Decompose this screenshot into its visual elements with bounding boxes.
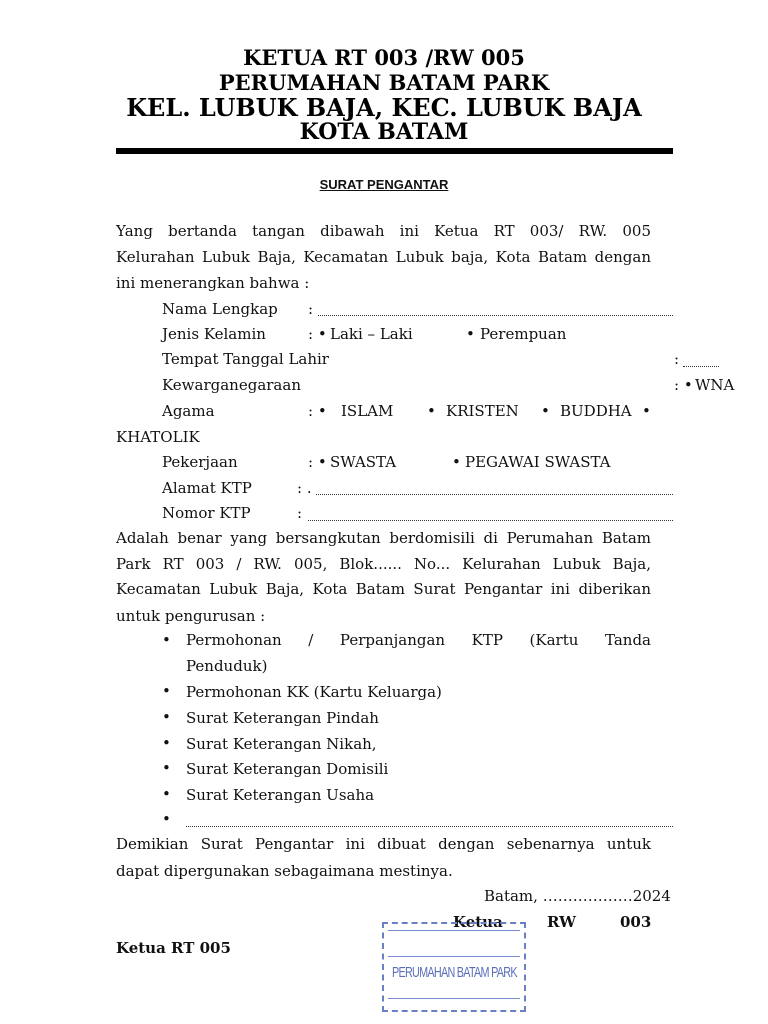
intro-line-3: ini menerangkan bahwa :: [116, 274, 310, 292]
closing-line-2: dapat dipergunakan sebagaimana mestinya.: [116, 862, 453, 880]
bullet: •: [466, 325, 475, 343]
stamp-line: [388, 956, 520, 957]
bullet: •: [452, 453, 461, 471]
intro-line-1: Yang bertanda tangan dibawah ini Ketua RT 003/ RW. 005: [116, 222, 651, 240]
nomor-fill-line[interactable]: [308, 506, 673, 525]
header-line-3: KEL. LUBUK BAJA, KEC. LUBUK BAJA: [126, 93, 642, 122]
body-line-3: Kecamatan Lubuk Baja, Kota Batam Surat Pengantar ini diberikan: [116, 580, 651, 598]
bullet: •: [162, 631, 171, 649]
field-colon: :: [308, 300, 314, 318]
field-label-pekerjaan: Pekerjaan: [162, 453, 238, 471]
stamp: [382, 922, 526, 1012]
stamp-line: [388, 998, 520, 999]
purpose-1-line-2: Penduduk): [186, 657, 268, 675]
bullet: •: [162, 810, 171, 828]
purpose-other-fill-line[interactable]: [186, 812, 673, 831]
field-colon: : .: [297, 479, 312, 497]
body-line-2: Park RT 003 / RW. 005, Blok...... No... Kelurahan Lubuk Baja,: [116, 555, 651, 573]
bullet: •: [162, 682, 171, 700]
agama-option-buddha: BUDDHA: [560, 402, 632, 420]
field-label-alamat: Alamat KTP: [162, 479, 252, 497]
jenis-option-perempuan: Perempuan: [480, 325, 567, 343]
field-label-jenis: Jenis Kelamin: [162, 325, 266, 343]
field-label-ttl: Tempat Tanggal Lahir: [162, 350, 329, 368]
body-line-1: Adalah benar yang bersangkutan berdomisili di Perumahan Batam: [116, 529, 651, 547]
purpose-5: Surat Keterangan Domisili: [186, 760, 389, 778]
signature-rw-label: RW: [547, 913, 576, 931]
pekerjaan-option-swasta: SWASTA: [330, 453, 397, 471]
ttl-fill-line[interactable]: [683, 352, 719, 371]
document-title: SURAT PENGANTAR: [319, 177, 449, 192]
field-colon: : •: [308, 325, 327, 343]
pekerjaan-option-pegawai: PEGAWAI SWASTA: [465, 453, 611, 471]
alamat-fill-line[interactable]: [316, 480, 673, 499]
field-colon: :: [297, 504, 303, 522]
header-line-1: KETUA RT 003 /RW 005: [243, 45, 525, 70]
signature-rw-number: 003: [620, 913, 652, 931]
bullet: •: [541, 402, 550, 420]
date-line: Batam, ………………2024: [484, 887, 671, 905]
field-label-nama: Nama Lengkap: [162, 300, 278, 318]
stamp-text: PERUMAHAN BATAM PARK: [392, 964, 517, 981]
bullet: •: [162, 759, 171, 777]
purpose-4: Surat Keterangan Nikah,: [186, 735, 377, 753]
header-line-4: KOTA BATAM: [299, 119, 469, 145]
agama-option-khatolik: KHATOLIK: [116, 428, 200, 446]
field-label-nomor: Nomor KTP: [162, 504, 251, 522]
field-label-agama: Agama: [162, 402, 215, 420]
nama-fill-line[interactable]: [318, 301, 673, 320]
bullet: •: [642, 402, 651, 420]
bullet: •: [162, 708, 171, 726]
body-line-4: untuk pengurusan :: [116, 607, 266, 625]
field-colon: : •: [308, 402, 327, 420]
bullet: •: [427, 402, 436, 420]
signature-rw-ketua: Ketua: [453, 913, 503, 931]
closing-line-1: Demikian Surat Pengantar ini dibuat dengan sebenarnya untuk: [116, 835, 651, 853]
purpose-3: Surat Keterangan Pindah: [186, 709, 379, 727]
purpose-1-line-1: Permohonan / Perpanjangan KTP (Kartu Tanda: [186, 631, 651, 649]
field-colon: :: [674, 350, 680, 368]
agama-option-kristen: KRISTEN: [446, 402, 519, 420]
intro-line-2: Kelurahan Lubuk Baja, Kecamatan Lubuk baja, Kota Batam dengan: [116, 248, 651, 266]
header-rule: [116, 148, 673, 154]
field-colon: : •: [674, 376, 693, 394]
bullet: •: [162, 734, 171, 752]
purpose-2: Permohonan KK (Kartu Keluarga): [186, 683, 442, 701]
agama-option-islam: ISLAM: [341, 402, 394, 420]
field-colon: : •: [308, 453, 327, 471]
field-label-warga: Kewarganegaraan: [162, 376, 301, 394]
purpose-6: Surat Keterangan Usaha: [186, 786, 375, 804]
stamp-line: [388, 930, 520, 931]
bullet: •: [162, 785, 171, 803]
warga-option-wna: WNA: [695, 376, 735, 394]
header-line-2: PERUMAHAN BATAM PARK: [218, 70, 550, 95]
signature-rt: Ketua RT 005: [116, 939, 231, 957]
jenis-option-laki: Laki – Laki: [330, 325, 413, 343]
